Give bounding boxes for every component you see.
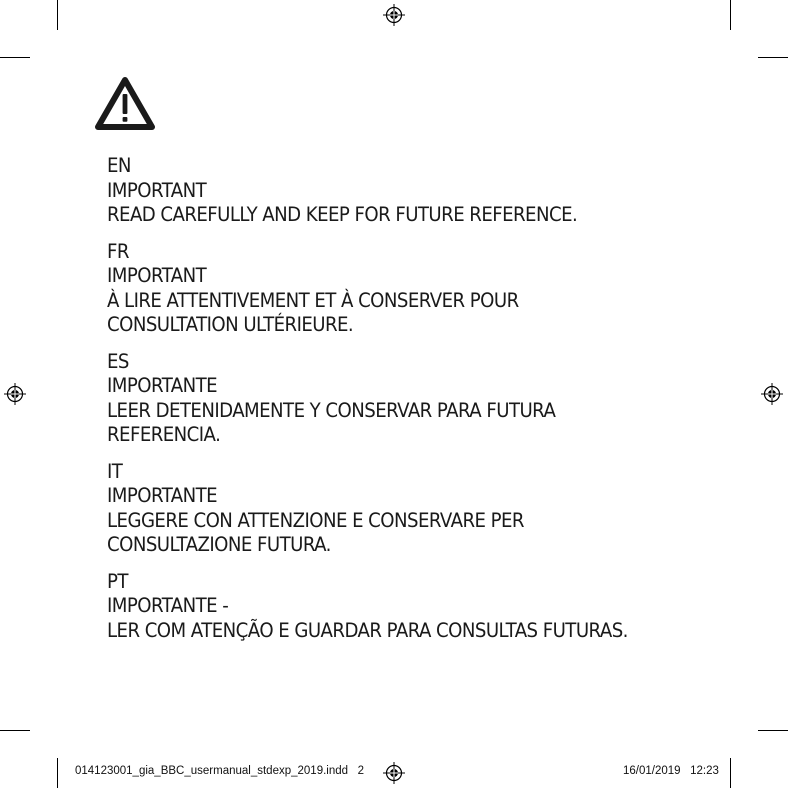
section-en (107, 154, 702, 228)
registration-mark-icon (383, 4, 405, 26)
crop-mark-top-left-h (0, 57, 30, 58)
section-line: IMPORTANTE (107, 374, 218, 397)
crop-mark-top-left (57, 0, 58, 30)
language-code: IT (107, 459, 123, 483)
crop-mark-bottom-left (57, 758, 58, 788)
section-line: IMPORTANT (107, 178, 207, 202)
registration-mark-icon (761, 383, 783, 405)
warning-triangle-icon (94, 76, 156, 132)
registration-mark-icon (4, 383, 26, 405)
language-code: ES (107, 349, 129, 373)
section-line: LEGGERE CON ATTENZIONE E CONSERVARE PER (107, 508, 524, 532)
crop-mark-bottom-right (730, 758, 731, 788)
section-line: IMPORTANTE - (107, 594, 229, 617)
section-it (107, 460, 702, 558)
language-code: FR (107, 239, 129, 263)
crop-mark-bottom-left-h (0, 730, 30, 731)
section-line: READ CAREFULLY AND KEEP FOR FUTURE REFERENCE. (107, 203, 578, 226)
section-line: À LIRE ATTENTIVEMENT ET À CONSERVER POUR (107, 288, 519, 312)
section-fr (107, 240, 702, 338)
section-line: IMPORTANT (107, 264, 207, 287)
section-line: CONSULTATION ULTÉRIEURE. (107, 313, 354, 336)
section-line: LER COM ATENÇÃO E GUARDAR PARA CONSULTAS FUTURAS. (107, 618, 628, 642)
section-line: IMPORTANTE (107, 484, 218, 507)
registration-mark-icon (383, 762, 405, 784)
crop-mark-top-right (730, 0, 731, 30)
language-code: PT (107, 569, 128, 593)
warning-text-content (107, 154, 702, 655)
slug-datetime: 16/01/2019 12:23 (623, 765, 719, 777)
crop-mark-top-right-h (758, 57, 788, 58)
section-line: REFERENCIA. (107, 423, 221, 446)
section-pt (107, 570, 702, 644)
section-line: LEER DETENIDAMENTE Y CONSERVAR PARA FUTURA (107, 398, 556, 422)
language-code: EN (107, 154, 131, 177)
crop-mark-bottom-right-h (758, 730, 788, 731)
section-line: CONSULTAZIONE FUTURA. (107, 533, 331, 556)
section-es (107, 350, 702, 448)
slug-filename: 014123001_gia_BBC_usermanual_stdexp_2019.indd 2 (75, 765, 365, 777)
